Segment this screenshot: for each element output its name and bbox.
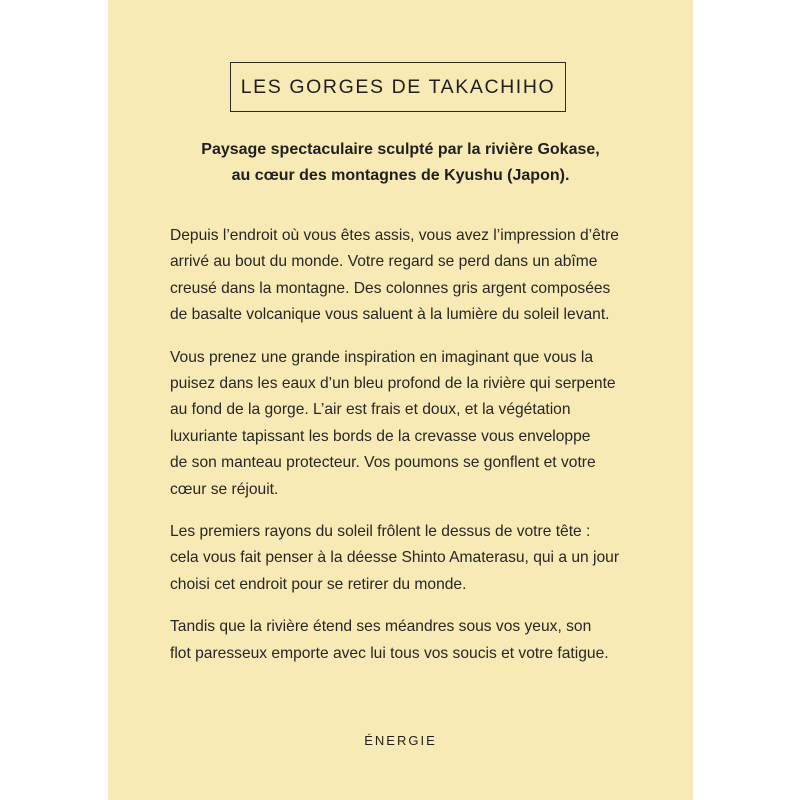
subtitle	[108, 137, 693, 189]
page-title: LES GORGES DE TAKACHIHO	[240, 75, 556, 98]
paragraph-line: Les premiers rayons du soleil frôlent le dessus de votre tête :	[170, 523, 591, 541]
paragraph	[170, 614, 640, 667]
paragraph-line: de son manteau protecteur. Vos poumons se gonflent et votre	[170, 454, 596, 472]
subtitle-line: Paysage spectaculaire sculpté par la rivière Gokase,	[201, 141, 600, 158]
paragraph-line: Tandis que la rivière étend ses méandres sous vos yeux, son	[170, 618, 592, 636]
paragraph	[170, 519, 640, 598]
paragraph-line: flot paresseux emporte avec lui tous vos soucis et votre fatigue.	[170, 644, 609, 662]
card	[108, 0, 693, 800]
paragraph	[170, 223, 640, 329]
body-text	[170, 223, 640, 683]
paragraph-line: au fond de la gorge. L’air est frais et doux, et la végétation	[170, 401, 571, 419]
paragraph-line: de basalte volcanique vous saluent à la lumière du soleil levant.	[170, 306, 610, 324]
paragraph-line: Depuis l’endroit où vous êtes assis, vous avez l’impression d’être	[170, 227, 619, 244]
paragraph-line: arrivé au bout du monde. Votre regard se perd dans un abîme	[170, 253, 598, 271]
footer-category: ÉNERGIE	[364, 733, 437, 748]
paragraph-line: cela vous fait penser à la déesse Shinto Amaterasu, qui a un jour	[170, 549, 620, 567]
paragraph-line: puisez dans les eaux d’un bleu profond de la rivière qui serpente	[170, 375, 616, 393]
paragraph-line: cœur se réjouit.	[170, 480, 279, 498]
subtitle-line: au cœur des montagnes de Kyushu (Japon).	[231, 167, 570, 184]
paragraph-line: choisi cet endroit pour se retirer du monde.	[170, 575, 467, 593]
paragraph-line: luxuriante tapissant les bords de la crevasse vous enveloppe	[170, 427, 591, 445]
paragraph-line: creusé dans la montagne. Des colonnes gris argent composées	[170, 279, 611, 297]
title-box	[230, 62, 566, 112]
paragraph	[170, 345, 640, 503]
paragraph-line: Vous prenez une grande inspiration en imaginant que vous la	[170, 348, 594, 366]
